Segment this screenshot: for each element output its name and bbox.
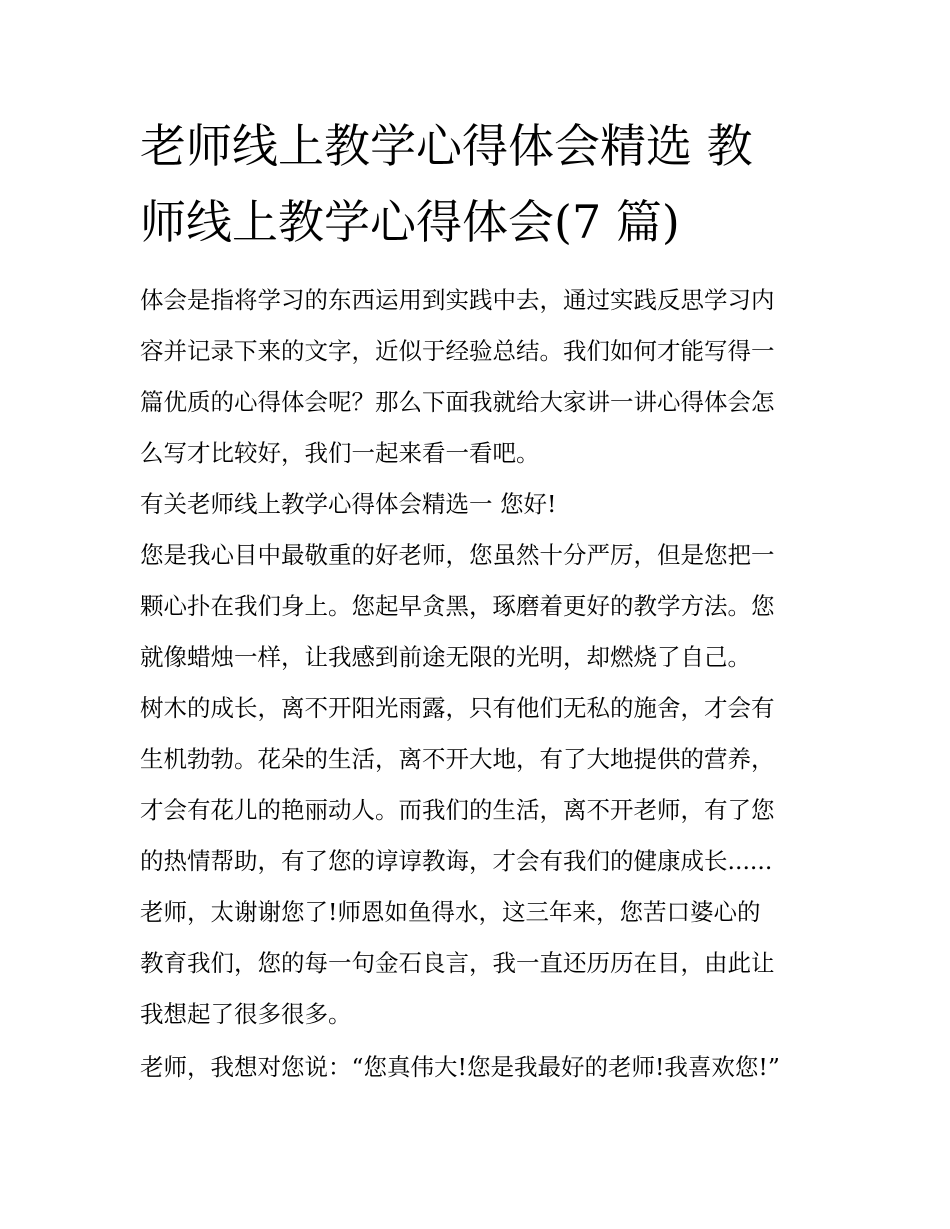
text-line: 有关老师线上教学心得体会精选一 您好! (140, 490, 557, 518)
text-line: 篇优质的心得体会呢？那么下面我就给大家讲一讲心得体会怎 (140, 388, 775, 416)
paragraph-thanks (140, 887, 830, 1040)
text-line: 的热情帮助，有了您的谆谆教诲，才会有我们的健康成长...... (140, 847, 773, 875)
text-line: 老师，我想对您说：“您真伟大!您是我最好的老师!我喜欢您!” (140, 1053, 780, 1081)
text-line: 么写才比较好，我们一起来看一看吧。 (140, 439, 540, 467)
document-title (140, 108, 830, 260)
text-line: 就像蜡烛一样，让我感到前途无限的光明，却燃烧了自己。 (140, 643, 751, 671)
text-line: 体会是指将学习的东西运用到实践中去，通过实践反思学习内 (140, 286, 775, 314)
title-line-1: 老师线上教学心得体会精选 教 (140, 119, 753, 173)
paragraph-greeting (140, 479, 830, 530)
text-line: 颗心扑在我们身上。您起早贪黑，琢磨着更好的教学方法。您 (140, 592, 775, 620)
paragraph-closing (140, 1042, 830, 1093)
paragraph-growth (140, 683, 830, 887)
text-line: 老师，太谢谢您了!师恩如鱼得水，这三年来，您苦口婆心的 (140, 898, 761, 926)
document-body (140, 275, 830, 1093)
text-line: 我想起了很多很多。 (140, 1000, 352, 1028)
title-line-2: 师线上教学心得体会(7 篇) (140, 195, 680, 249)
text-line: 才会有花儿的艳丽动人。而我们的生活，离不开老师，有了您 (140, 796, 775, 824)
text-line: 容并记录下来的文字，近似于经验总结。我们如何才能写得一 (140, 337, 775, 365)
text-line: 教育我们，您的每一句金石良言，我一直还历历在目，由此让 (140, 949, 775, 977)
paragraph-respect (140, 530, 830, 683)
paragraph-intro (140, 275, 830, 479)
text-line: 您是我心目中最敬重的好老师，您虽然十分严厉，但是您把一 (140, 541, 775, 569)
text-line: 树木的成长，离不开阳光雨露，只有他们无私的施舍，才会有 (140, 694, 775, 722)
text-line: 生机勃勃。花朵的生活，离不开大地，有了大地提供的营养， (140, 745, 775, 773)
